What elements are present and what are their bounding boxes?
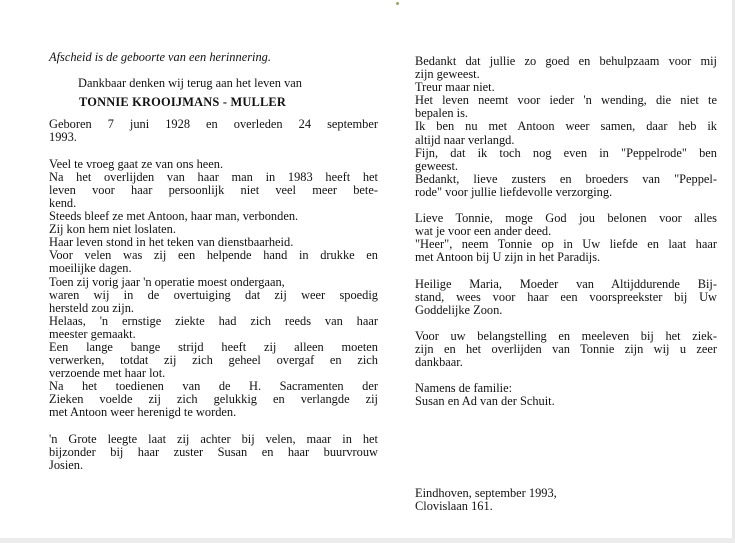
right-column [415, 55, 717, 513]
deceased-name: TONNIE KROOIJMANS - MULLER [79, 95, 287, 110]
text-line: hersteld zou zijn. [49, 300, 134, 315]
text-line: bijzonder bij haar zuster Susan en haar buurvrouw [49, 445, 378, 459]
text-line: Na het toedienen van de H. Sacramenten der [49, 380, 378, 394]
text-line: Fijn, dat ik toch nog even in "Peppelrode" ben [415, 146, 717, 160]
intro-text: Dankbaar denken wij terug aan het leven van [78, 76, 302, 91]
text-line: Geboren 7 juni 1928 en overleden 24 september [49, 118, 378, 132]
text-line: met Antoon bij U zijn in het Paradijs. [415, 250, 601, 265]
text-line: Susan en Ad van der Schuit. [415, 394, 555, 409]
text-line: Toen zij vorig jaar 'n operatie moest ondergaan, [49, 274, 285, 289]
text-line: zijn geweest. [415, 67, 480, 82]
text-line: Josien. [49, 457, 84, 472]
text-line: altijd naar verlangd. [415, 132, 515, 147]
text-line: meester gemaakt. [49, 326, 136, 341]
text-line: Een lange bange strijd heeft zij alleen moeten [49, 340, 378, 354]
text-line: Heilige Maria, Moeder van Altijddurende Bij- [415, 277, 717, 291]
text-line: Voor uw belangstelling en meeleven bij het ziek- [415, 329, 717, 343]
text-line: moeilijke dagen. [49, 261, 132, 276]
text-line: kend. [49, 195, 77, 210]
text-line: verwerken, totdat zij zich geheel overgaf en zich [49, 354, 378, 368]
page-edge-bottom [0, 538, 735, 543]
text-line: Clovislaan 161. [415, 499, 493, 514]
text-line: Helaas, 'n ernstige ziekte had zich reeds van haar [49, 314, 378, 328]
text-line: Namens de familie: [415, 381, 513, 396]
text-line: Bedankt dat jullie zo goed en behulpzaam voor mij [415, 55, 717, 68]
text-line: bepalen is. [415, 106, 468, 121]
text-line: 'n Grote leegte laat zij achter bij velen, maar in het [49, 432, 378, 446]
text-line: Haar leven stond in het teken van dienstbaarheid. [49, 235, 294, 250]
text-line: 1993. [49, 130, 77, 145]
family-signature [415, 382, 717, 408]
birth-death-dates [49, 118, 378, 144]
text-line: Voor velen was zij een helpende hand in drukke en [49, 249, 378, 263]
text-line: Lieve Tonnie, moge God jou belonen voor alles [415, 212, 717, 226]
life-story [49, 158, 378, 420]
text-line: leven voor haar persoonlijk niet veel meer bete- [49, 183, 378, 197]
text-line: Na het overlijden van haar man in 1983 heeft het [49, 170, 378, 184]
appreciation-paragraph [415, 330, 717, 369]
text-line: waren wij in de overtuiging dat zij weer spoedig [49, 288, 378, 302]
text-line: Zij kon hem niet loslaten. [49, 222, 176, 237]
text-line: stand, wees voor haar een voorspreekster bij Uw [415, 290, 717, 304]
text-line: Goddelijke Zoon. [415, 302, 503, 317]
text-line: zijn en het overlijden van Tonnie zijn wij u zeer [415, 343, 717, 357]
thanks-paragraph [415, 55, 717, 199]
text-line: Veel te vroeg gaat ze van ons heen. [49, 156, 224, 171]
text-line: "Heer", neem Tonnie op in Uw liefde en laat haar [415, 238, 717, 252]
text-line: met Antoon weer herenigd te worden. [49, 405, 237, 420]
text-line: Treur maar niet. [415, 80, 495, 95]
text-line: rode" voor jullie liefdevolle verzorging. [415, 184, 613, 199]
left-column [49, 51, 378, 472]
fold-mark [396, 2, 399, 5]
closing-paragraph [49, 433, 378, 472]
text-line: Ik ben nu met Antoon weer samen, daar heb ik [415, 120, 717, 134]
text-line: dankbaar. [415, 355, 463, 370]
maria-paragraph [415, 278, 717, 317]
text-line: Bedankt, lieve zusters en broeders van "Peppel- [415, 172, 717, 186]
text-line: Steeds bleef ze met Antoon, haar man, verbonden. [49, 209, 299, 224]
text-line: geweest. [415, 158, 459, 173]
place-and-address [415, 487, 717, 513]
motto: Afscheid is de geboorte van een herinnering. [49, 50, 271, 64]
text-line: wat je voor een ander deed. [415, 224, 552, 239]
text-line: Zieken voelde zij zich gelukkig en verlangde zij [49, 393, 378, 407]
text-line: Eindhoven, september 1993, [415, 486, 557, 501]
text-line: verzoende met haar lot. [49, 366, 166, 381]
prayer-paragraph [415, 212, 717, 264]
text-line: Het leven neemt voor ieder 'n wending, die niet te [415, 94, 717, 108]
